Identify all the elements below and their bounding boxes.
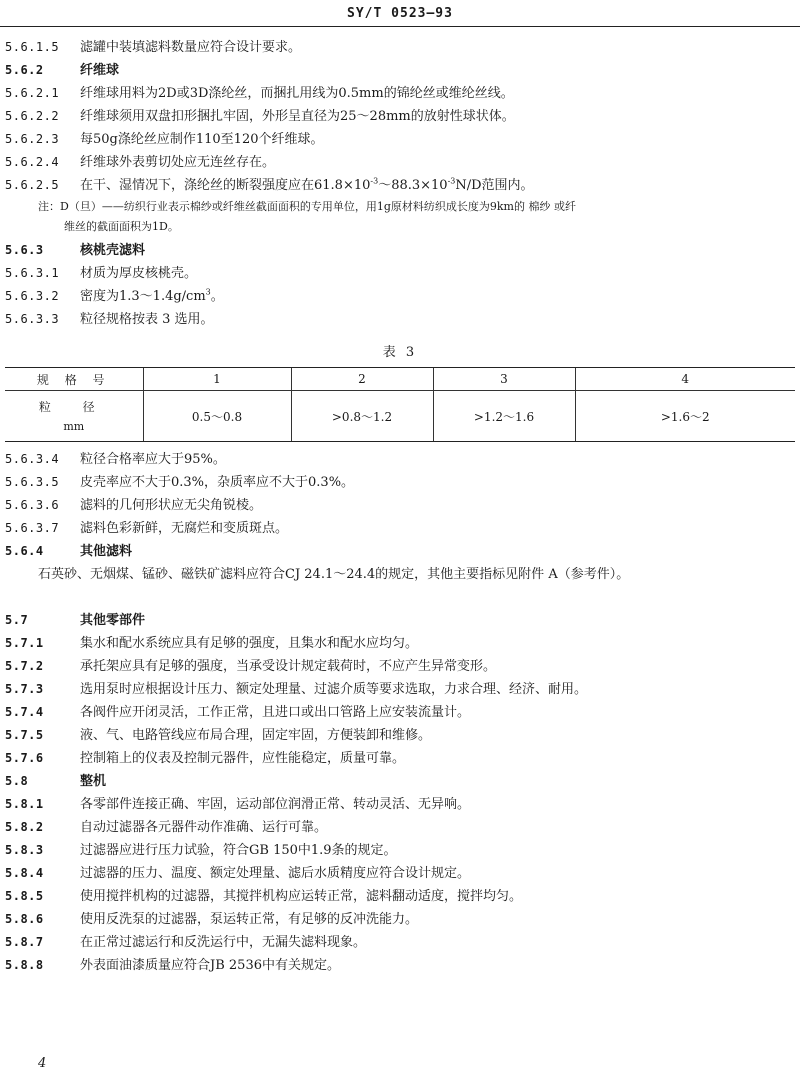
exponent: -3 bbox=[370, 176, 379, 186]
clause-text: 滤料的几何形状应无尖角锐棱。 bbox=[80, 498, 263, 513]
section-heading bbox=[0, 239, 800, 262]
clause-number: 5.8.7 bbox=[5, 935, 44, 949]
clause-text-part: 在干、湿情况下，涤纶丝的断裂强度应在61.8×10 bbox=[80, 178, 371, 193]
clause-text: 液、气、电路管线应布局合理，固定牢固，方便装卸和维修。 bbox=[80, 728, 432, 743]
clause bbox=[0, 908, 800, 931]
document-body bbox=[0, 36, 800, 977]
clause bbox=[0, 701, 800, 724]
table-row-unit: mm bbox=[63, 420, 85, 433]
clause-number: 5.6.3.5 bbox=[5, 475, 60, 489]
clause-text-part: 密度为1.3～1.4g/cm bbox=[80, 289, 206, 304]
table-cell: 0.5～0.8 bbox=[143, 391, 291, 442]
clause-number: 5.6.2 bbox=[5, 63, 44, 77]
clause-number: 5.8 bbox=[5, 774, 29, 788]
clause-text-part: 。 bbox=[210, 289, 224, 304]
clause-number: 5.6.2.1 bbox=[5, 86, 60, 100]
clause-text: 各阀件应开闭灵活，工作正常，且进口或出口管路上应安装流量计。 bbox=[80, 705, 471, 720]
spec-table bbox=[5, 367, 795, 442]
clause-text: 皮壳率应不大于0.3%，杂质率应不大于0.3%。 bbox=[80, 475, 355, 490]
section-heading bbox=[0, 770, 800, 793]
section-title: 核桃壳滤料 bbox=[80, 243, 146, 258]
clause-text bbox=[80, 174, 534, 197]
clause bbox=[0, 494, 800, 517]
clause-number: 5.6.2.2 bbox=[5, 109, 60, 123]
page-header-code: SY/T 0523—93 bbox=[347, 6, 453, 21]
clause-number: 5.7.1 bbox=[5, 636, 44, 650]
section-heading bbox=[0, 540, 800, 563]
clause-text: 自动过滤器各元器件动作准确、运行可靠。 bbox=[80, 820, 328, 835]
clause-text: 滤料色彩新鲜，无腐烂和变质斑点。 bbox=[80, 521, 289, 536]
clause-number: 5.8.1 bbox=[5, 797, 44, 811]
clause bbox=[0, 82, 800, 105]
note bbox=[0, 197, 800, 239]
table-row bbox=[5, 391, 795, 442]
clause-text: 纤维球须用双盘扣形捆扎牢固，外形呈直径为25～28mm的放射性球状体。 bbox=[80, 109, 515, 124]
clause bbox=[0, 839, 800, 862]
clause bbox=[0, 262, 800, 285]
clause bbox=[0, 862, 800, 885]
section-heading bbox=[0, 59, 800, 82]
clause-text: 承托架应具有足够的强度，当承受设计规定载荷时，不应产生异常变形。 bbox=[80, 659, 497, 674]
clause bbox=[0, 517, 800, 540]
clause-number: 5.6.3 bbox=[5, 243, 44, 257]
clause-text: 在正常过滤运行和反洗运行中，无漏失滤料现象。 bbox=[80, 935, 367, 950]
clause-number: 5.7.5 bbox=[5, 728, 44, 742]
clause-number: 5.7 bbox=[5, 613, 29, 627]
clause-text: 粒径合格率应大于95%。 bbox=[80, 452, 226, 467]
table-header-cell: 3 bbox=[433, 368, 575, 391]
clause-text: 选用泵时应根据设计压力、额定处理量、过滤介质等要求选取，力求合理、经济、耐用。 bbox=[80, 682, 588, 697]
clause-number: 5.8.3 bbox=[5, 843, 44, 857]
clause-text: 每50g涤纶丝应制作110至120个纤维球。 bbox=[80, 132, 324, 147]
clause-number: 5.6.1.5 bbox=[5, 40, 60, 54]
clause bbox=[0, 816, 800, 839]
clause bbox=[0, 632, 800, 655]
exponent: -3 bbox=[447, 176, 456, 186]
clause-number: 5.6.2.4 bbox=[5, 155, 60, 169]
clause-text: 使用反洗泵的过滤器，泵运转正常，有足够的反冲洗能力。 bbox=[80, 912, 419, 927]
clause bbox=[0, 174, 800, 197]
clause-number: 5.6.3.4 bbox=[5, 452, 60, 466]
table-header-cell: 1 bbox=[143, 368, 291, 391]
clause-text-part: ～88.3×10 bbox=[378, 178, 448, 193]
clause-number: 5.7.4 bbox=[5, 705, 44, 719]
clause bbox=[0, 885, 800, 908]
table-header-cell: 4 bbox=[575, 368, 795, 391]
clause-text: 控制箱上的仪表及控制元器件，应性能稳定，质量可靠。 bbox=[80, 751, 406, 766]
table-cell: >0.8～1.2 bbox=[291, 391, 433, 442]
clause-number: 5.6.2.3 bbox=[5, 132, 60, 146]
paragraph-other-filter-media: 石英砂、无烟煤、锰砂、磁铁矿滤料应符合CJ 24.1～24.4的规定，其他主要指标见附件 A（参考件）。 bbox=[38, 567, 630, 582]
clause-text: 过滤器应进行压力试验，符合GB 150中1.9条的规定。 bbox=[80, 843, 397, 858]
clause-text: 纤维球外表剪切处应无连丝存在。 bbox=[80, 155, 276, 170]
clause bbox=[0, 105, 800, 128]
clause-number: 5.6.3.1 bbox=[5, 266, 60, 280]
clause bbox=[0, 678, 800, 701]
table-cell: >1.6～2 bbox=[575, 391, 795, 442]
clause bbox=[0, 151, 800, 174]
clause-text: 滤罐中装填滤料数量应符合设计要求。 bbox=[80, 40, 302, 55]
clause bbox=[0, 448, 800, 471]
clause-number: 5.8.5 bbox=[5, 889, 44, 903]
section-title: 纤维球 bbox=[80, 63, 120, 78]
clause-number: 5.7.6 bbox=[5, 751, 44, 765]
exponent: 3 bbox=[205, 287, 211, 297]
table-title: 表 3 bbox=[382, 345, 418, 360]
table-header-row bbox=[5, 368, 795, 391]
clause bbox=[0, 954, 800, 977]
clause bbox=[0, 128, 800, 151]
table-row-label-cell bbox=[5, 391, 143, 442]
clause-text: 使用搅拌机构的过滤器，其搅拌机构应运转正常，滤料翻动适度，搅拌均匀。 bbox=[80, 889, 523, 904]
clause-number: 5.6.3.6 bbox=[5, 498, 60, 512]
clause-text: 集水和配水系统应具有足够的强度，且集水和配水应均匀。 bbox=[80, 636, 419, 651]
table-header-cell: 2 bbox=[291, 368, 433, 391]
clause-text: 粒径规格按表 3 选用。 bbox=[80, 312, 214, 327]
clause bbox=[0, 747, 800, 770]
header-rule bbox=[0, 26, 800, 27]
clause-number: 5.8.4 bbox=[5, 866, 44, 880]
clause bbox=[0, 471, 800, 494]
clause bbox=[0, 793, 800, 816]
clause-number: 5.8.8 bbox=[5, 958, 44, 972]
clause-text: 纤维球用料为2D或3D涤纶丝，而捆扎用线为0.5mm的锦纶丝或维纶丝线。 bbox=[80, 86, 514, 101]
clause bbox=[0, 655, 800, 678]
clause-number: 5.7.3 bbox=[5, 682, 44, 696]
clause-text bbox=[80, 285, 224, 308]
section-title: 其他滤料 bbox=[80, 544, 133, 559]
page-number: 4 bbox=[38, 1056, 47, 1071]
clause-number: 5.7.2 bbox=[5, 659, 44, 673]
clause-number: 5.6.3.2 bbox=[5, 289, 60, 303]
clause-text-part: N/D范围内。 bbox=[455, 178, 534, 193]
clause-number: 5.8.6 bbox=[5, 912, 44, 926]
section-title: 其他零部件 bbox=[80, 613, 146, 628]
clause bbox=[0, 285, 800, 308]
clause-number: 5.6.3.3 bbox=[5, 312, 60, 326]
note-line: 维丝的截面面积为1D。 bbox=[64, 220, 179, 233]
clause-text: 材质为厚皮核桃壳。 bbox=[80, 266, 198, 281]
section-title: 整机 bbox=[80, 774, 107, 789]
clause bbox=[0, 724, 800, 747]
table-row-label: 粒 径 bbox=[38, 400, 109, 414]
clause-text: 过滤器的压力、温度、额定处理量、滤后水质精度应符合设计规定。 bbox=[80, 866, 471, 881]
clause bbox=[0, 931, 800, 954]
clause-text: 外表面油漆质量应符合JB 2536中有关规定。 bbox=[80, 958, 340, 973]
clause bbox=[0, 36, 800, 59]
clause-number: 5.8.2 bbox=[5, 820, 44, 834]
section-heading bbox=[0, 609, 800, 632]
clause bbox=[0, 308, 800, 331]
table-header-label: 规 格 号 bbox=[5, 368, 143, 391]
clause-number: 5.6.3.7 bbox=[5, 521, 60, 535]
clause-text: 各零部件连接正确、牢固，运动部位润滑正常、转动灵活、无异响。 bbox=[80, 797, 471, 812]
clause-number: 5.6.2.5 bbox=[5, 178, 60, 192]
table-cell: >1.2～1.6 bbox=[433, 391, 575, 442]
clause-number: 5.6.4 bbox=[5, 544, 44, 558]
note-line: 注：D（旦）——纺织行业表示棉纱或纤维丝截面面积的专用单位，用1g原材料纺织成长度为9km的 棉纱 或纤 bbox=[38, 200, 576, 213]
